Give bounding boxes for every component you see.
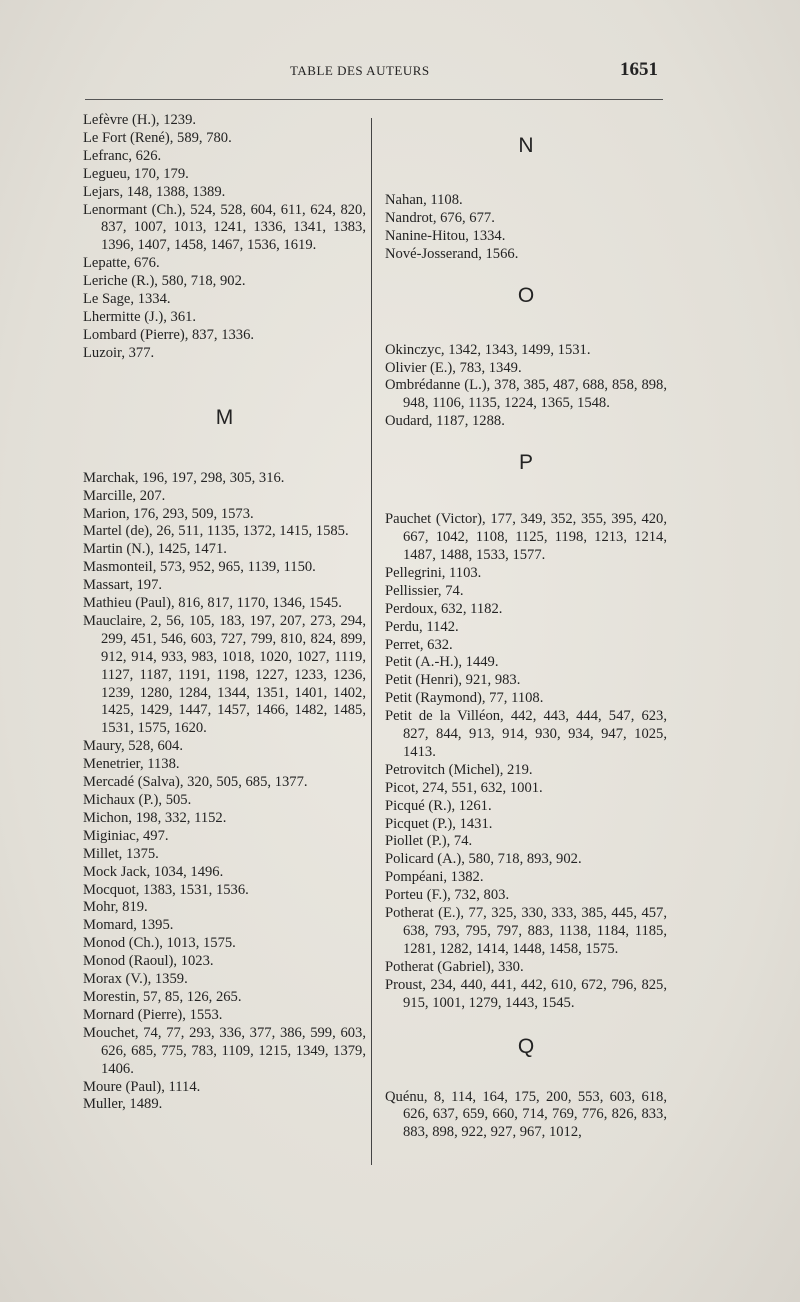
index-entry: Muller, 1489. [83,1096,163,1113]
index-entry: Perret, 632. [385,636,453,653]
index-entry: Michaux (P.), 505. [83,792,192,808]
index-entry: Mock Jack, 1034, 1496. [83,863,224,880]
index-entry: Oudard, 1187, 1288. [385,413,505,430]
index-entry: Petit (A.-H.), 1449. [385,654,499,671]
index-entry: Ombrédanne (L.), 378, 385, 487, 688, 858, 898, 948, 1106, 1135, 1224, 1365, 1548. [385,377,667,412]
left-column [83,112,366,1114]
index-entry: Luzoir, 377. [83,344,155,361]
index-entry: Maury, 528, 604. [83,738,183,755]
index-entry: Massart, 197. [83,577,163,594]
index-entry: Picquet (P.), 1431. [385,815,493,832]
section-letter-m: M [215,405,234,429]
index-entry: Mohr, 819. [83,899,148,916]
index-entry: Lhermitte (J.), 361. [83,308,197,325]
running-title: TABLE DES AUTEURS [290,63,430,78]
index-entry: Potherat (Gabriel), 330. [385,958,524,975]
index-entry: Martel (de), 26, 511, 1135, 1372, 1415, 1585. [83,523,349,540]
index-entry: Perdu, 1142. [385,618,459,635]
index-entry: Policard (A.), 580, 718, 893, 902. [385,851,582,868]
index-entry: Lenormant (Ch.), 524, 528, 604, 611, 624, 820, 837, 1007, 1013, 1241, 1336, 1341, 1383, 1396, 1407, 1458, 1467, 1536, 1619. [83,201,366,254]
index-entry: Petit de la Villéon, 442, 443, 444, 547, 623, 827, 844, 913, 914, 930, 934, 947, 1025, 1413. [385,708,667,760]
index-entry: Petrovitch (Michel), 219. [385,761,533,778]
index-entry: Martin (N.), 1425, 1471. [83,541,227,558]
index-entry: Proust, 234, 440, 441, 442, 610, 672, 796, 825, 915, 1001, 1279, 1443, 1545. [385,976,667,1011]
index-entry: Marcille, 207. [83,487,166,504]
index-entry: Legueu, 170, 179. [83,165,189,182]
index-entry: Mornard (Pierre), 1553. [83,1006,223,1023]
index-entry: Porteu (F.), 732, 803. [385,887,510,904]
index-entry: Pellegrini, 1103. [385,564,482,581]
index-entry: Mathieu (Paul), 816, 817, 1170, 1346, 1545. [83,595,342,612]
index-entry: Lefèvre (H.), 1239. [83,112,197,128]
index-entry: Pellissier, 74. [385,582,464,599]
index-entry: Picqué (R.), 1261. [385,797,492,814]
column-divider [371,118,372,1165]
index-entry: Menetrier, 1138. [83,756,180,773]
right-column [385,112,667,1142]
index-entry: Marchak, 196, 197, 298, 305, 316. [83,469,285,486]
header-rule [85,99,663,100]
index-entry: Petit (Henri), 921, 983. [385,672,521,689]
index-entry: Olivier (E.), 783, 1349. [385,359,522,376]
index-entry: Monod (Raoul), 1023. [83,953,214,970]
index-entry: Lepatte, 676. [83,255,160,272]
index-entry: Pauchet (Victor), 177, 349, 352, 355, 395, 420, 667, 1042, 1108, 1125, 1198, 1213, 1214, 1487, 1488, 1533, 1577. [385,511,667,563]
index-entry: Masmonteil, 573, 952, 965, 1139, 1150. [83,559,316,576]
index-entry: Mocquot, 1383, 1531, 1536. [83,881,249,898]
page-number: 1651 [620,59,658,80]
index-entry: Picot, 274, 551, 632, 1001. [385,779,543,796]
index-entry: Piollet (P.), 74. [385,833,473,850]
index-entry: Nové-Josserand, 1566. [385,245,519,262]
index-entry: Michon, 198, 332, 1152. [83,809,227,826]
index-entry: Mauclaire, 2, 56, 105, 183, 197, 207, 273, 294, 299, 451, 546, 603, 727, 799, 810, 824, 899, 912, 914, 933, 983, 1018, 1020, 1027, 1119, 1127, 1187, 1191, 1198, 1227, 1233, 1236, 1239, 1280, 1284, 1344, 1351, 1401, 1402, 1425, 1429, 1447, 1457, 1466, 1482, 1485, 1531, 1575, 1620. [83,612,366,737]
index-entry: Moure (Paul), 1114. [83,1078,201,1095]
index-entry: Leriche (R.), 580, 718, 902. [83,273,246,290]
index-entry: Mercadé (Salva), 320, 505, 685, 1377. [83,774,308,791]
index-entry: Monod (Ch.), 1013, 1575. [83,935,236,952]
index-entry: Quénu, 8, 114, 164, 175, 200, 553, 603, 618, 626, 637, 659, 660, 714, 769, 776, 826, 833, 883, 898, 922, 927, 967, 1012, [385,1088,667,1141]
index-entry: Okinczyc, 1342, 1343, 1499, 1531. [385,341,591,358]
index-entry: Pompéani, 1382. [385,869,484,886]
index-entry: Le Fort (René), 589, 780. [83,129,232,146]
index-entry: Mouchet, 74, 77, 293, 336, 377, 386, 599, 603, 626, 685, 775, 783, 1109, 1215, 1349, 1379, 1406. [83,1024,366,1077]
section-letter-q: Q [517,1034,535,1058]
index-entry: Marion, 176, 293, 509, 1573. [83,505,254,522]
index-entry: Miginiac, 497. [83,827,169,844]
index-entry: Millet, 1375. [83,845,159,862]
index-entry: Momard, 1395. [83,917,174,934]
section-letter-p: P [518,451,533,475]
index-entry: Petit (Raymond), 77, 1108. [385,690,544,707]
index-entry: Lefranc, 626. [83,147,162,164]
index-entry: Morax (V.), 1359. [83,971,188,988]
index-entry: Nahan, 1108. [385,192,463,208]
index-entry: Nandrot, 676, 677. [385,209,495,226]
index-entry: Lombard (Pierre), 837, 1336. [83,326,255,343]
index-entry: Potherat (E.), 77, 325, 330, 333, 385, 445, 457, 638, 793, 795, 797, 883, 1138, 1184, 1185, 1281, 1282, 1414, 1448, 1458, 1575. [385,905,667,957]
section-letter-n: N [518,134,534,157]
index-entry: Nanine-Hitou, 1334. [385,227,506,244]
index-entry: Le Sage, 1334. [83,291,171,308]
index-entry: Perdoux, 632, 1182. [385,600,503,617]
index-entry: Lejars, 148, 1388, 1389. [83,183,226,200]
section-letter-o: O [517,283,535,307]
index-entry: Morestin, 57, 85, 126, 265. [83,988,242,1005]
